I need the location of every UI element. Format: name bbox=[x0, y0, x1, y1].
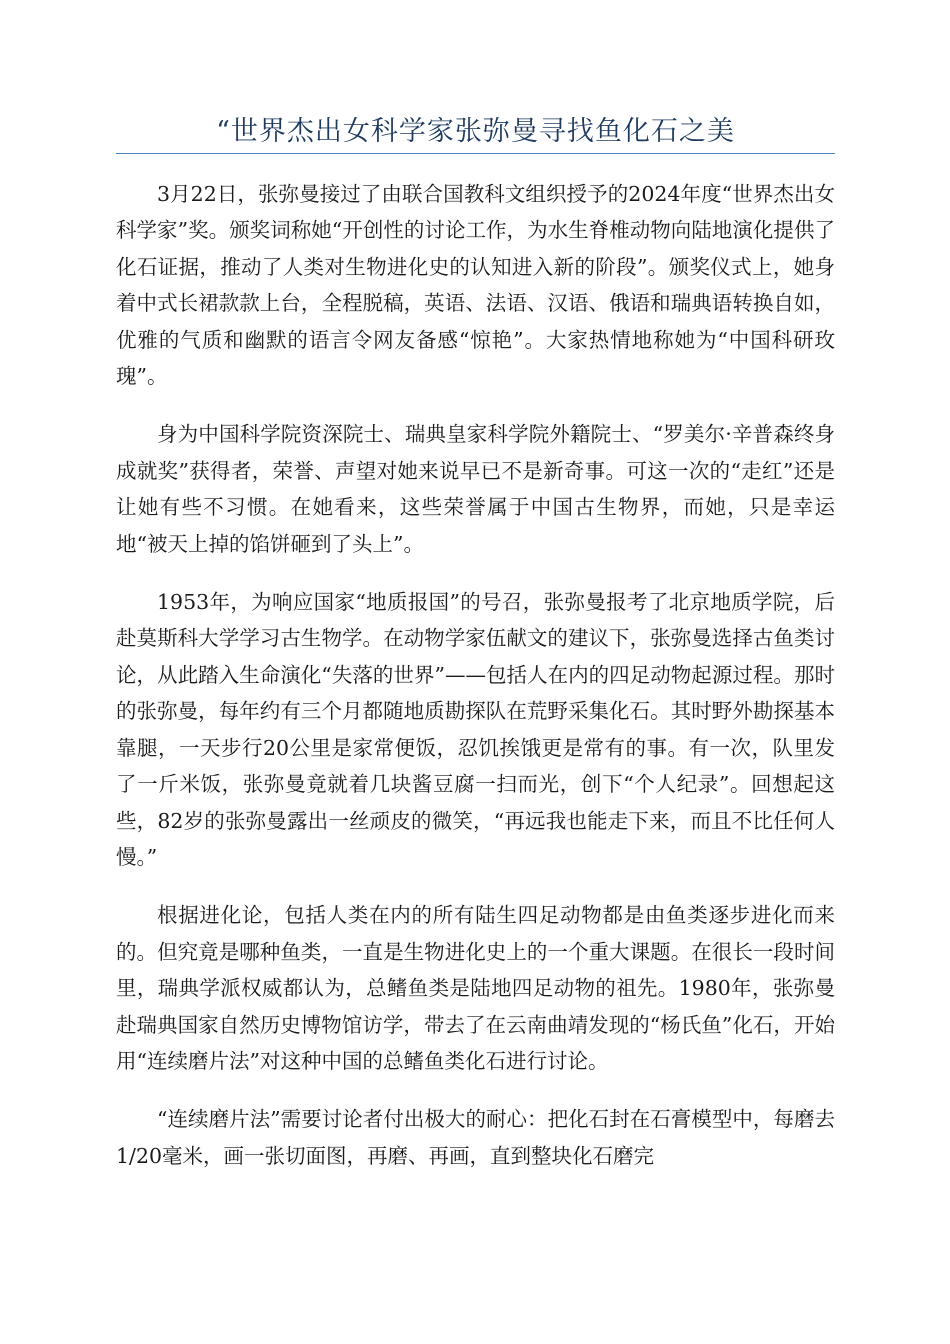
document-body bbox=[116, 176, 835, 1196]
paragraph-5: “连续磨片法”需要讨论者付出极大的耐心：把化石封在石膏模型中，每磨去1/20毫米，画一张切面图，再磨、再画，直到整块化石磨完 bbox=[116, 1107, 835, 1168]
paragraph-4: 根据进化论，包括人类在内的所有陆生四足动物都是由鱼类逐步进化而来的。但究竟是哪种鱼类，一直是生物进化史上的一个重大课题。在很长一段时间里，瑞典学派权威都认为，总鳍鱼类是陆地四足动物的祖先。1980年，张弥曼赴瑞典国家自然历史博物馆访学，带去了在云南曲靖发现的“杨氏鱼”化石，开始用“连续磨片法”对这种中国的总鳍鱼类化石进行讨论。 bbox=[116, 903, 835, 1073]
paragraph-1: 3月22日，张弥曼接过了由联合国教科文组织授予的2024年度“世界杰出女科学家”奖。颁奖词称她“开创性的讨论工作，为水生脊椎动物向陆地演化提供了化石证据，推动了人类对生物进化史的认知进入新的阶段”。颁奖仪式上，她身着中式长裙款款上台，全程脱稿，英语、法语、汉语、俄语和瑞典语转换自如，优雅的气质和幽默的语言令网友备感“惊艳”。大家热情地称她为“中国科研玫瑰”。 bbox=[116, 182, 835, 389]
document-title: “世界杰出女科学家张弥曼寻找鱼化石之美 bbox=[216, 116, 735, 147]
paragraph-3: 1953年，为响应国家“地质报国”的号召，张弥曼报考了北京地质学院，后赴莫斯科大学学习古生物学。在动物学家伍献文的建议下，张弥曼选择古鱼类讨论，从此踏入生命演化“失落的世界”——包括人在内的四足动物起源过程。那时的张弥曼，每年约有三个月都随地质勘探队在荒野采集化石。其时野外勘探基本靠腿，一天步行20公里是家常便饭，忍饥挨饿更是常有的事。有一次，队里发了一斤米饭，张弥曼竟就着几块酱豆腐一扫而光，创下“个人纪录”。回想起这些，82岁的张弥曼露出一丝顽皮的微笑，“再远我也能走下来，而且不比任何人慢。” bbox=[116, 590, 835, 869]
paragraph-2: 身为中国科学院资深院士、瑞典皇家科学院外籍院士、“罗美尔·辛普森终身成就奖”获得者，荣誉、声望对她来说早已不是新奇事。可这一次的“走红”还是让她有些不习惯。在她看来，这些荣誉属于中国古生物界，而她，只是幸运地“被天上掉的馅饼砸到了头上”。 bbox=[116, 422, 835, 556]
title-underline bbox=[116, 153, 835, 154]
